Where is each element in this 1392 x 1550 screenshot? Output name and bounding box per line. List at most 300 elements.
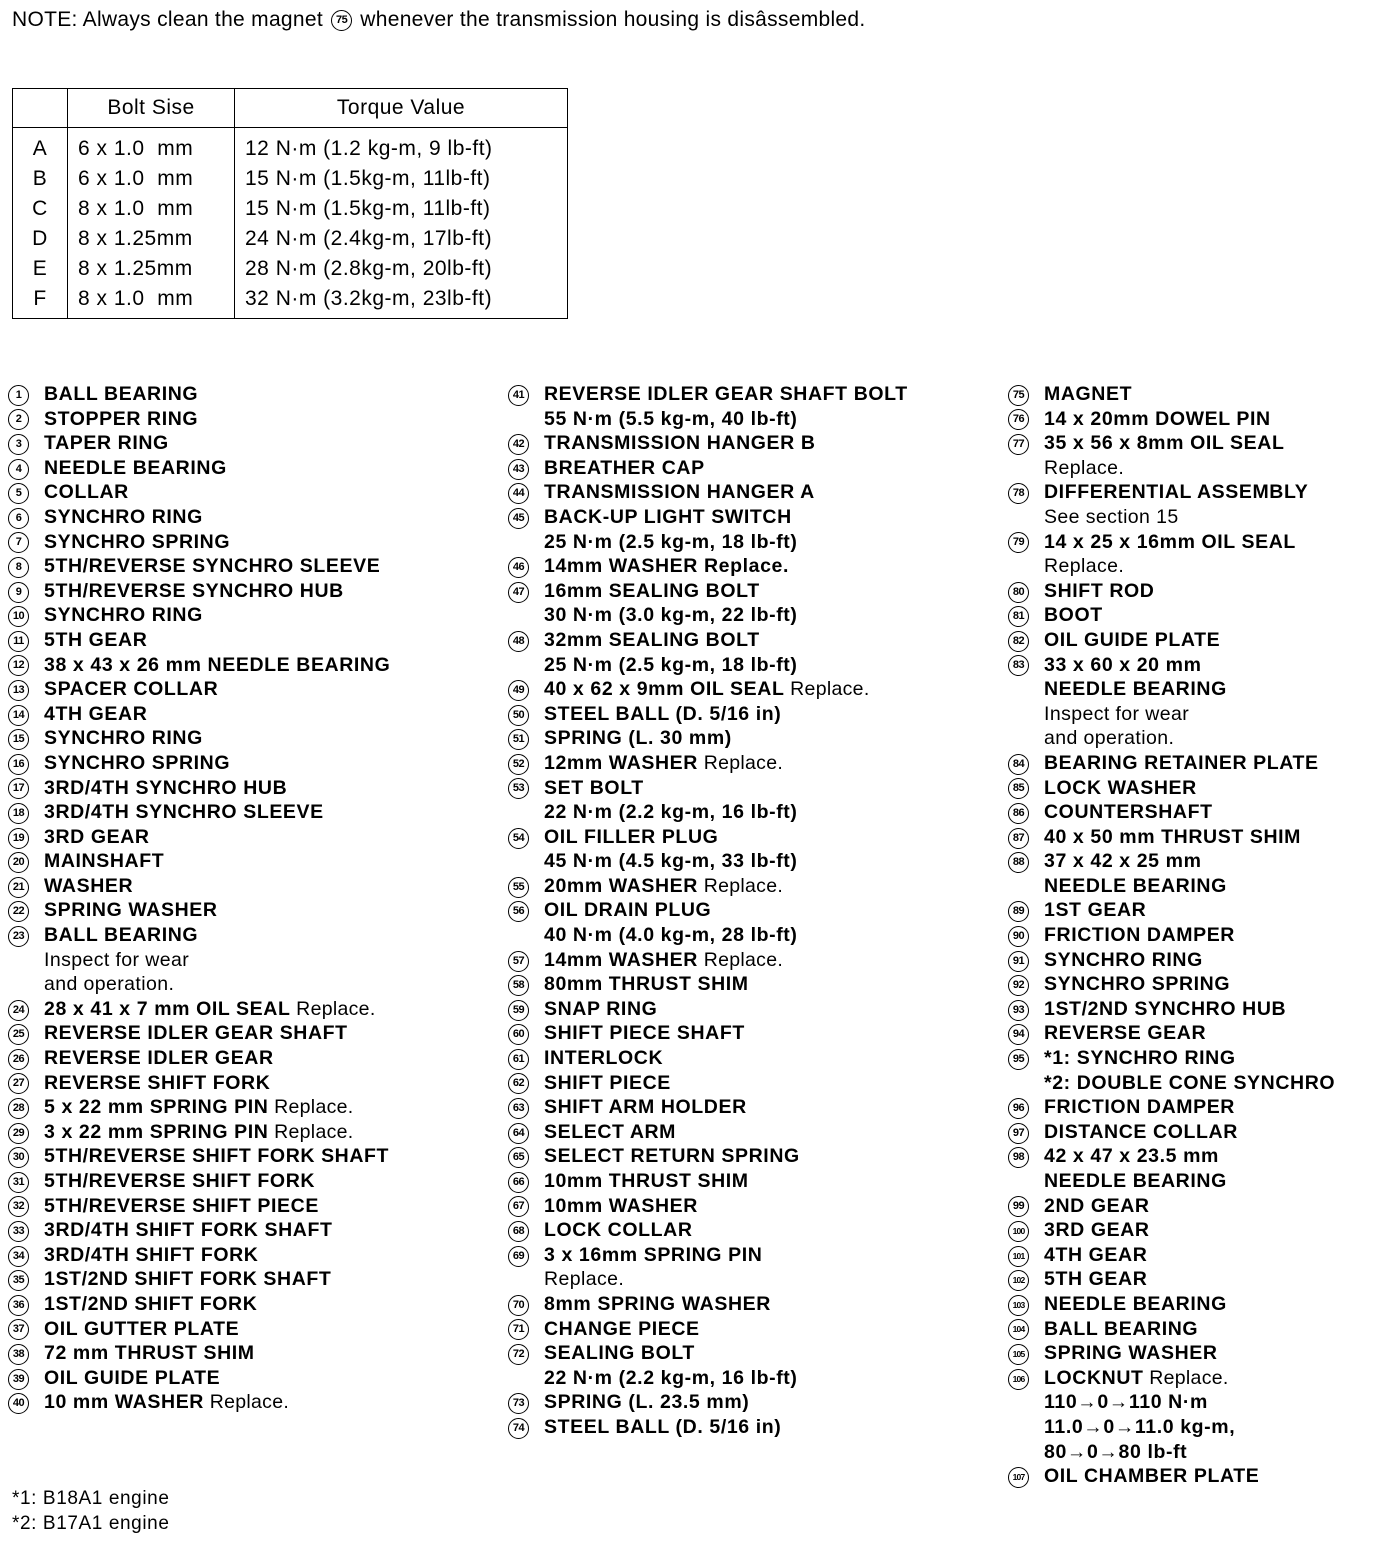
part-name: *1: SYNCHRO RING: [1044, 1047, 1236, 1070]
part-name: REVERSE IDLER GEAR: [44, 1047, 274, 1070]
part-number-badge: [508, 431, 532, 456]
part-instruction: Replace.: [1044, 555, 1125, 578]
torque-letter-cell: A: [13, 128, 68, 165]
part-number: 8: [8, 557, 29, 578]
part-name: BEARING RETAINER PLATE: [1044, 751, 1319, 774]
part-number: 91: [1008, 951, 1029, 972]
torque-letter-cell: F: [13, 284, 68, 319]
part-name: SYNCHRO RING: [44, 727, 203, 750]
part-number: 104: [1008, 1319, 1029, 1340]
part-name: 3 x 16mm SPRING PIN: [544, 1243, 763, 1266]
part-item: [8, 751, 390, 776]
part-item: [8, 456, 390, 481]
part-name: REVERSE IDLER GEAR SHAFT BOLT: [544, 383, 908, 405]
part-name: 5TH/REVERSE SYNCHRO HUB: [44, 579, 344, 602]
part-spec: NEEDLE BEARING: [1044, 1170, 1227, 1192]
part-number-badge: [8, 726, 32, 751]
part-item: [8, 1317, 390, 1342]
part-number-badge: [1008, 431, 1032, 456]
part-number: 40: [8, 1393, 29, 1414]
parts-list-column-1: [8, 382, 390, 1415]
part-number-badge: [1008, 1317, 1032, 1342]
part-number: 11: [8, 631, 29, 652]
part-number-badge: [8, 530, 32, 555]
part-number: 89: [1008, 901, 1029, 922]
part-number-badge: [8, 1046, 32, 1071]
part-name: SHIFT PIECE SHAFT: [544, 1022, 745, 1045]
part-name: OIL GUTTER PLATE: [44, 1317, 240, 1340]
torque-table-row: [13, 194, 568, 224]
part-spec: 110→0→110 N·m: [1044, 1391, 1208, 1414]
part-number-badge: [508, 628, 532, 653]
part-name: TRANSMISSION HANGER A: [544, 481, 815, 504]
part-name: 32mm SEALING BOLT: [544, 628, 760, 651]
part-number-badge: [8, 431, 32, 456]
part-item: [1008, 898, 1335, 923]
part-name: 20mm WASHER: [544, 874, 698, 897]
part-item: [508, 480, 908, 505]
part-item: [508, 1169, 908, 1194]
part-number-badge: [508, 1169, 532, 1194]
part-item: [1008, 407, 1335, 432]
part-name: NEEDLE BEARING: [44, 456, 227, 479]
part-name: SPACER COLLAR: [44, 678, 219, 701]
part-item: [8, 1267, 390, 1292]
part-number: 67: [508, 1196, 529, 1217]
part-item: [1008, 948, 1335, 973]
part-item: [508, 1071, 908, 1096]
part-item: [8, 1144, 390, 1169]
part-note: Replace.: [290, 997, 376, 1020]
part-number: 36: [8, 1295, 29, 1316]
part-name: REVERSE SHIFT FORK: [44, 1071, 271, 1094]
part-number-badge: [508, 825, 532, 850]
part-name: SPRING WASHER: [44, 899, 218, 922]
part-item: [508, 554, 908, 579]
part-instruction: Replace.: [1044, 456, 1125, 479]
part-item: [508, 456, 908, 481]
part-number-badge: [8, 382, 32, 407]
part-number: 94: [1008, 1024, 1029, 1045]
part-name: MAGNET: [1044, 383, 1133, 405]
torque-table-row: [13, 254, 568, 284]
part-item: [8, 1046, 390, 1071]
part-item: [8, 800, 390, 825]
part-name: NEEDLE BEARING: [1044, 1292, 1227, 1315]
part-note: Replace.: [268, 1096, 354, 1119]
part-number-badge: [1008, 1243, 1032, 1268]
note-prefix: NOTE: Always clean the magnet: [12, 8, 330, 31]
part-name: 10 mm WASHER: [44, 1391, 204, 1414]
part-number-badge: [8, 898, 32, 923]
part-number: 33: [8, 1221, 29, 1242]
part-name: WASHER: [44, 874, 134, 897]
part-number: 97: [1008, 1123, 1029, 1144]
part-item: [1008, 1464, 1335, 1489]
part-item: [8, 1095, 390, 1120]
part-number-badge: [1008, 1341, 1032, 1366]
part-item: [1008, 530, 1335, 579]
torque-letter-cell: B: [13, 164, 68, 194]
part-number: 100: [1008, 1221, 1029, 1242]
part-number: 38: [8, 1344, 29, 1365]
part-name: OIL GUIDE PLATE: [44, 1366, 221, 1389]
torque-value-cell: 32 N·m (3.2kg-m, 23lb-ft): [235, 284, 568, 319]
part-number: 81: [1008, 606, 1029, 627]
part-name: 5TH/REVERSE SHIFT PIECE: [44, 1194, 319, 1217]
part-number-badge: [508, 1194, 532, 1219]
bolt-size-cell: 8 x 1.25mm: [68, 224, 235, 254]
part-spec: 40 N·m (4.0 kg-m, 28 lb-ft): [544, 924, 798, 947]
part-item: [8, 849, 390, 874]
part-name: DISTANCE COLLAR: [1044, 1120, 1238, 1143]
part-item: [508, 1046, 908, 1071]
part-number: 73: [508, 1393, 529, 1414]
part-item: [508, 1194, 908, 1219]
part-number-badge: [508, 997, 532, 1022]
part-number-badge: [1008, 1218, 1032, 1243]
part-instruction: Inspect for wear: [1044, 702, 1190, 725]
part-item: [508, 1218, 908, 1243]
part-number-badge: [1008, 997, 1032, 1022]
part-number-badge: [8, 1120, 32, 1145]
torque-header-letter: [13, 89, 68, 128]
part-item: [1008, 431, 1335, 480]
part-note: Replace.: [204, 1391, 290, 1414]
part-item: [1008, 1267, 1335, 1292]
part-item: [1008, 653, 1335, 751]
torque-letter-cell: E: [13, 254, 68, 284]
part-item: [508, 628, 908, 677]
part-number-badge: [508, 1095, 532, 1120]
part-name: 1ST/2ND SHIFT FORK SHAFT: [44, 1268, 332, 1291]
part-item: [508, 898, 908, 947]
part-number: 45: [508, 508, 529, 529]
bolt-size-cell: 8 x 1.0 mm: [68, 284, 235, 319]
part-item: [1008, 628, 1335, 653]
part-number: 85: [1008, 778, 1029, 799]
part-number: 60: [508, 1024, 529, 1045]
part-item: [8, 776, 390, 801]
part-item: [1008, 776, 1335, 801]
part-number: 66: [508, 1172, 529, 1193]
part-number-badge: [508, 1144, 532, 1169]
part-number-badge: [1008, 1144, 1032, 1169]
part-name: 3 x 22 mm SPRING PIN: [44, 1120, 269, 1143]
part-number-badge: [8, 702, 32, 727]
part-item: [1008, 1046, 1335, 1095]
part-name: 72 mm THRUST SHIM: [44, 1342, 255, 1365]
part-number-badge: [1008, 480, 1032, 505]
part-number-badge: [508, 554, 532, 579]
part-note: Replace.: [697, 948, 784, 971]
part-name: SYNCHRO RING: [44, 604, 203, 627]
part-number-badge: [8, 1317, 32, 1342]
part-number: 48: [508, 631, 529, 652]
footnote: *2: B17A1 engine: [12, 1513, 170, 1534]
part-number-badge: [1008, 923, 1032, 948]
part-number-badge: [1008, 1194, 1032, 1219]
part-number: 92: [1008, 975, 1029, 996]
part-number-badge: [508, 1243, 532, 1268]
part-item: [1008, 1194, 1335, 1219]
part-number-badge: [8, 751, 32, 776]
part-name: FRICTION DAMPER: [1044, 924, 1235, 947]
part-name: 38 x 43 x 26 mm NEEDLE BEARING: [44, 653, 391, 676]
part-number-badge: [1008, 751, 1032, 776]
part-item: [8, 480, 390, 505]
torque-table-row: [13, 224, 568, 254]
part-name: 42 x 47 x 23.5 mm: [1044, 1145, 1219, 1168]
part-name: 37 x 42 x 25 mm: [1044, 850, 1202, 873]
part-item: [1008, 480, 1335, 529]
part-name: 3RD/4TH SYNCHRO SLEEVE: [44, 801, 324, 824]
part-item: [8, 702, 390, 727]
part-number-badge: [508, 1317, 532, 1342]
part-item: [508, 1120, 908, 1145]
part-number-badge: [1008, 825, 1032, 850]
part-number: 70: [508, 1295, 529, 1316]
part-number: 2: [8, 409, 29, 430]
part-number: 9: [8, 582, 29, 603]
part-number: 105: [1008, 1344, 1029, 1365]
part-number: 18: [8, 803, 29, 824]
part-number-badge: [8, 677, 32, 702]
part-item: [1008, 1218, 1335, 1243]
part-number: 25: [8, 1024, 29, 1045]
part-item: [8, 898, 390, 923]
part-name: SPRING WASHER: [1044, 1342, 1218, 1365]
part-number-badge: [8, 628, 32, 653]
part-item: [1008, 1243, 1335, 1268]
part-number: 30: [8, 1147, 29, 1168]
part-number: 107: [1008, 1467, 1029, 1488]
part-number-badge: [508, 480, 532, 505]
part-number-badge: [8, 1218, 32, 1243]
part-item: [1008, 1120, 1335, 1145]
torque-letter-cell: C: [13, 194, 68, 224]
part-name: 5 x 22 mm SPRING PIN: [44, 1096, 269, 1119]
part-name: 10mm THRUST SHIM: [544, 1170, 749, 1192]
part-number-badge: [508, 382, 532, 407]
part-number-badge: [508, 726, 532, 751]
part-name: LOCK COLLAR: [544, 1219, 693, 1242]
part-number: 44: [508, 483, 529, 504]
part-number-badge: [508, 776, 532, 801]
part-number-badge: [508, 751, 532, 776]
part-name: 5TH GEAR: [44, 628, 148, 651]
part-item: [1008, 825, 1335, 850]
part-name: BOOT: [1044, 604, 1103, 627]
part-name: 35 x 56 x 8mm OIL SEAL: [1044, 432, 1285, 455]
part-item: [8, 579, 390, 604]
part-number: 52: [508, 754, 529, 775]
part-name: SPRING (L. 30 mm): [544, 727, 732, 750]
part-item: [508, 825, 908, 874]
part-number: 13: [8, 680, 29, 701]
part-item: [508, 726, 908, 751]
part-name: REVERSE GEAR: [1044, 1022, 1207, 1045]
part-number-badge: [8, 1169, 32, 1194]
part-item: [508, 382, 908, 431]
part-item: [1008, 1317, 1335, 1342]
part-name: 5TH/REVERSE SYNCHRO SLEEVE: [44, 555, 381, 578]
part-spec: 55 N·m (5.5 kg-m, 40 lb-ft): [544, 407, 798, 430]
part-name: DIFFERENTIAL ASSEMBLY: [1044, 481, 1309, 504]
part-name: 3RD GEAR: [1044, 1219, 1150, 1242]
part-number-badge: [508, 505, 532, 530]
part-item: [8, 1390, 390, 1415]
part-name: SEALING BOLT: [544, 1342, 695, 1365]
part-number-badge: [508, 1046, 532, 1071]
part-spec: *2: DOUBLE CONE SYNCHRO: [1044, 1071, 1336, 1094]
part-name: 12mm WASHER: [544, 751, 698, 774]
part-name: 1ST GEAR: [1044, 899, 1147, 922]
part-item: [8, 1218, 390, 1243]
part-number: 68: [508, 1221, 529, 1242]
part-item: [508, 1292, 908, 1317]
part-item: [508, 1144, 908, 1169]
part-number: 7: [8, 532, 29, 553]
part-item: [8, 997, 390, 1022]
part-item: [8, 677, 390, 702]
torque-table-header: [13, 89, 568, 128]
part-number: 90: [1008, 926, 1029, 947]
part-name: 8mm SPRING WASHER: [544, 1292, 771, 1315]
part-item: [1008, 603, 1335, 628]
part-number: 98: [1008, 1147, 1029, 1168]
part-number-badge: [1008, 1366, 1032, 1391]
part-spec: 45 N·m (4.5 kg-m, 33 lb-ft): [544, 850, 798, 873]
part-item: [8, 628, 390, 653]
part-name: 5TH/REVERSE SHIFT FORK: [44, 1170, 316, 1192]
part-number: 79: [1008, 532, 1029, 553]
part-number: 77: [1008, 434, 1029, 455]
part-number-badge: [1008, 800, 1032, 825]
part-number: 54: [508, 828, 529, 849]
part-number: 6: [8, 508, 29, 529]
part-number-badge: [1008, 530, 1032, 555]
part-number: 65: [508, 1147, 529, 1168]
part-number-badge: [8, 1095, 32, 1120]
part-item: [508, 751, 908, 776]
note-suffix: whenever the transmission housing is disâssembled.: [354, 8, 866, 31]
part-name: 14 x 20mm DOWEL PIN: [1044, 407, 1271, 430]
part-number: 22: [8, 901, 29, 922]
part-number: 29: [8, 1123, 29, 1144]
part-name: STEEL BALL (D. 5/16 in): [544, 702, 782, 725]
part-item: [1008, 1366, 1335, 1464]
part-name: SPRING (L. 23.5 mm): [544, 1391, 750, 1414]
part-number-badge: [1008, 849, 1032, 874]
part-number-badge: [8, 825, 32, 850]
part-spec: 22 N·m (2.2 kg-m, 16 lb-ft): [544, 1366, 798, 1389]
bolt-size-cell: 6 x 1.0 mm: [68, 128, 235, 165]
part-item: [508, 776, 908, 825]
part-name: BALL BEARING: [44, 383, 199, 405]
part-spec: 11.0→0→11.0 kg-m,: [1044, 1415, 1236, 1438]
part-number: 41: [508, 385, 529, 406]
part-item: [1008, 1144, 1335, 1193]
part-item: [508, 1415, 908, 1440]
part-item: [508, 948, 908, 973]
part-number: 59: [508, 1000, 529, 1021]
part-note: Replace.: [1143, 1366, 1229, 1389]
part-number: 61: [508, 1049, 529, 1070]
part-name: TAPER RING: [44, 432, 169, 455]
part-number-badge: [508, 948, 532, 973]
part-name: 14mm WASHER: [544, 948, 698, 971]
part-number: 37: [8, 1319, 29, 1340]
part-number-badge: [1008, 1267, 1032, 1292]
part-number-badge: [8, 554, 32, 579]
part-number: 4: [8, 459, 29, 480]
part-instruction: and operation.: [1044, 727, 1175, 750]
part-item: [8, 1071, 390, 1096]
part-name: OIL GUIDE PLATE: [1044, 628, 1221, 651]
part-number: 28: [8, 1098, 29, 1119]
part-number-badge: [8, 1243, 32, 1268]
part-name: SYNCHRO SPRING: [44, 751, 231, 774]
part-instruction: Replace.: [544, 1268, 625, 1291]
part-name: FRICTION DAMPER: [1044, 1096, 1235, 1119]
part-number: 82: [1008, 631, 1029, 652]
part-number-badge: [8, 1292, 32, 1317]
part-number: 47: [508, 582, 529, 603]
part-name: BREATHER CAP: [544, 456, 705, 479]
footnotes: [12, 1486, 170, 1536]
part-number-badge: [508, 874, 532, 899]
part-name: 3RD/4TH SHIFT FORK SHAFT: [44, 1219, 333, 1242]
part-number: 55: [508, 877, 529, 898]
part-number-badge: [8, 1267, 32, 1292]
torque-table-row: [13, 128, 568, 165]
part-number-badge: [8, 997, 32, 1022]
part-number-badge: [8, 874, 32, 899]
part-name: 10mm WASHER: [544, 1194, 698, 1217]
part-number: 84: [1008, 754, 1029, 775]
part-number-badge: [1008, 579, 1032, 604]
part-number-badge: [508, 456, 532, 481]
torque-header-torque-value: Torque Value: [235, 89, 568, 128]
part-name: BALL BEARING: [1044, 1317, 1199, 1340]
part-name: 2ND GEAR: [1044, 1194, 1150, 1217]
part-number: 72: [508, 1344, 529, 1365]
part-number-badge: [8, 800, 32, 825]
part-name: COLLAR: [44, 481, 129, 504]
part-number-badge: [1008, 1046, 1032, 1071]
part-item: [1008, 1341, 1335, 1366]
part-item: [8, 1169, 390, 1194]
part-item: [508, 579, 908, 628]
part-number: 21: [8, 877, 29, 898]
part-note: Replace.: [697, 751, 784, 774]
part-name: COUNTERSHAFT: [1044, 801, 1213, 824]
part-number-badge: [8, 480, 32, 505]
part-number-badge: [8, 776, 32, 801]
part-note: Replace.: [697, 874, 784, 897]
part-number: 14: [8, 705, 29, 726]
part-name: OIL CHAMBER PLATE: [1044, 1465, 1260, 1488]
part-number-badge: [8, 1021, 32, 1046]
part-number-badge: [8, 407, 32, 432]
part-item: [8, 825, 390, 850]
part-number: 96: [1008, 1098, 1029, 1119]
part-number: 93: [1008, 1000, 1029, 1021]
part-number: 101: [1008, 1246, 1029, 1267]
part-number: 26: [8, 1049, 29, 1070]
part-spec: 22 N·m (2.2 kg-m, 16 lb-ft): [544, 801, 798, 824]
